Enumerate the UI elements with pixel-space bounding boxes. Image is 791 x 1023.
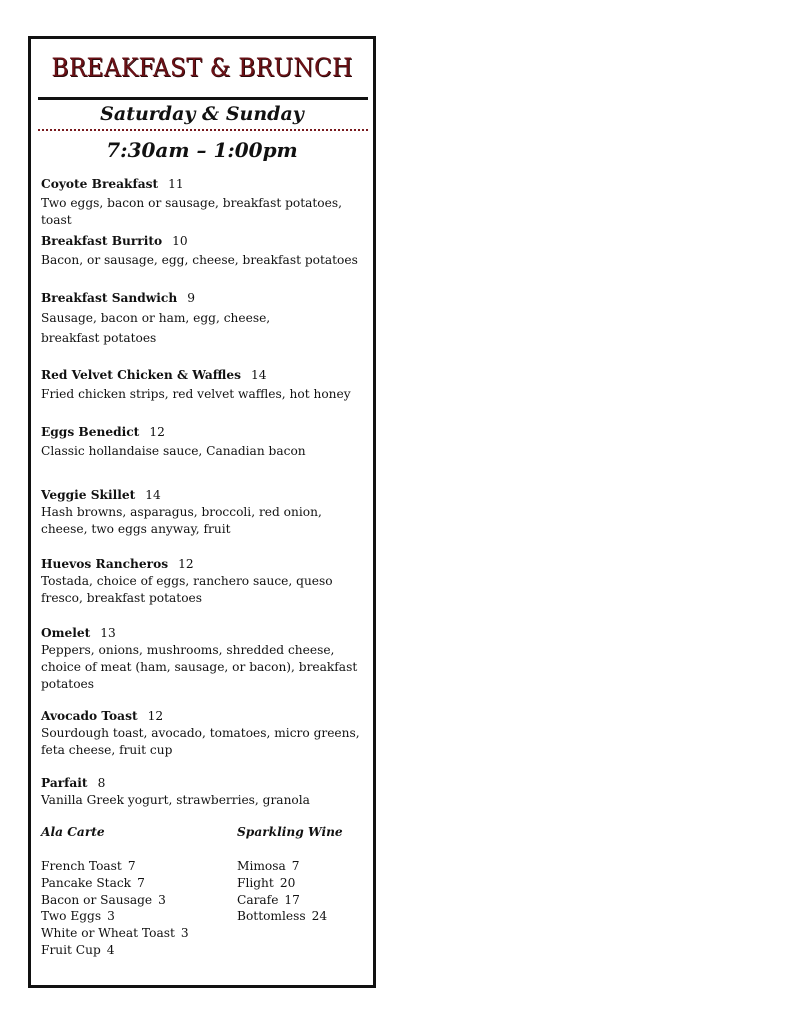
item-description: Peppers, onions, mushrooms, shredded cheese, choice of meat (ham, sausage, or bacon), breakfast potatoes xyxy=(41,643,358,691)
item-price: 14 xyxy=(145,488,161,502)
menu-frame xyxy=(28,36,376,988)
list-item-name: French Toast xyxy=(41,859,122,873)
item-name: Veggie Skillet xyxy=(41,488,136,502)
menu-title: BREAKFAST & BRUNCH xyxy=(51,53,353,82)
item-name: Red Velvet Chicken & Waffles xyxy=(41,368,241,382)
sparkling-wine-list xyxy=(237,858,327,925)
menu-item xyxy=(41,708,369,759)
sparkling-wine-heading: Sparkling Wine xyxy=(237,825,343,839)
list-item xyxy=(237,892,327,909)
item-description: Classic hollandaise sauce, Canadian bacon xyxy=(41,444,306,458)
list-item xyxy=(41,858,189,875)
list-item-price: 17 xyxy=(284,892,300,907)
ala-carte-list xyxy=(41,858,189,959)
menu-item xyxy=(41,424,369,460)
item-description: Sausage, bacon or ham, egg, cheese, breakfast potatoes xyxy=(41,311,271,345)
ala-carte-heading: Ala Carte xyxy=(41,825,105,839)
item-name: Omelet xyxy=(41,626,91,640)
menu-item xyxy=(41,290,331,348)
list-item-price: 4 xyxy=(106,942,115,957)
list-item-name: Mimosa xyxy=(237,859,286,873)
list-item-price: 20 xyxy=(279,875,296,890)
item-description: Tostada, choice of eggs, ranchero sauce, queso fresco, breakfast potatoes xyxy=(41,574,333,605)
menu-item xyxy=(41,367,369,403)
item-name: Avocado Toast xyxy=(41,709,138,723)
menu-item xyxy=(41,487,369,538)
item-price: 8 xyxy=(97,776,106,790)
item-name: Huevos Rancheros xyxy=(41,557,169,571)
list-item-price: 3 xyxy=(180,926,189,941)
item-price: 12 xyxy=(147,709,164,723)
list-item xyxy=(237,908,327,925)
item-name: Eggs Benedict xyxy=(41,425,140,439)
item-description: Sourdough toast, avocado, tomatoes, micro greens, feta cheese, fruit cup xyxy=(41,726,360,757)
service-hours: 7:30am – 1:00pm xyxy=(106,138,298,162)
item-description: Bacon, or sausage, egg, cheese, breakfast potatoes xyxy=(41,253,358,267)
list-item xyxy=(41,892,189,909)
list-item-name: Flight xyxy=(237,875,274,890)
dotted-divider xyxy=(38,129,368,131)
list-item-name: Bacon or Sausage xyxy=(41,892,153,907)
item-price: 12 xyxy=(178,557,194,571)
item-name: Breakfast Sandwich xyxy=(41,291,178,305)
list-item xyxy=(237,875,327,892)
item-description: Two eggs, bacon or sausage, breakfast potatoes, toast xyxy=(41,196,342,227)
item-price: 12 xyxy=(149,425,165,439)
service-days: Saturday & Sunday xyxy=(100,103,304,125)
item-description: Hash browns, asparagus, broccoli, red onion, cheese, two eggs anyway, fruit xyxy=(41,505,322,536)
list-item xyxy=(41,875,189,892)
list-item-name: Pancake Stack xyxy=(41,875,132,890)
menu-item xyxy=(41,775,369,809)
item-name: Coyote Breakfast xyxy=(41,177,159,191)
list-item-name: White or Wheat Toast xyxy=(41,926,175,941)
list-item xyxy=(41,908,189,925)
item-name: Parfait xyxy=(41,776,88,790)
list-item-price: 7 xyxy=(137,875,145,890)
menu-item xyxy=(41,625,361,693)
list-item-name: Fruit Cup xyxy=(41,942,101,957)
list-item-name: Bottomless xyxy=(237,909,306,924)
item-price: 13 xyxy=(100,626,116,640)
menu-item xyxy=(41,176,369,229)
list-item-price: 7 xyxy=(127,859,136,873)
list-item-price: 3 xyxy=(158,892,166,907)
menu-item xyxy=(41,233,369,269)
list-item xyxy=(41,925,189,942)
list-item-name: Carafe xyxy=(237,892,279,907)
list-item-price: 24 xyxy=(311,909,328,924)
item-description: Fried chicken strips, red velvet waffles, hot honey xyxy=(41,387,351,401)
item-price: 10 xyxy=(172,234,188,248)
menu-item xyxy=(41,556,369,607)
item-name: Breakfast Burrito xyxy=(41,234,163,248)
menu-content xyxy=(31,39,373,985)
item-price: 11 xyxy=(168,177,184,191)
list-item-price: 7 xyxy=(291,859,300,873)
list-item xyxy=(41,942,189,959)
item-price: 9 xyxy=(187,291,195,305)
list-item-price: 3 xyxy=(107,909,115,924)
item-description: Vanilla Greek yogurt, strawberries, granola xyxy=(41,793,310,807)
list-item-name: Two Eggs xyxy=(41,909,102,924)
item-price: 14 xyxy=(251,368,267,382)
list-item xyxy=(237,858,327,875)
title-divider xyxy=(38,97,368,100)
